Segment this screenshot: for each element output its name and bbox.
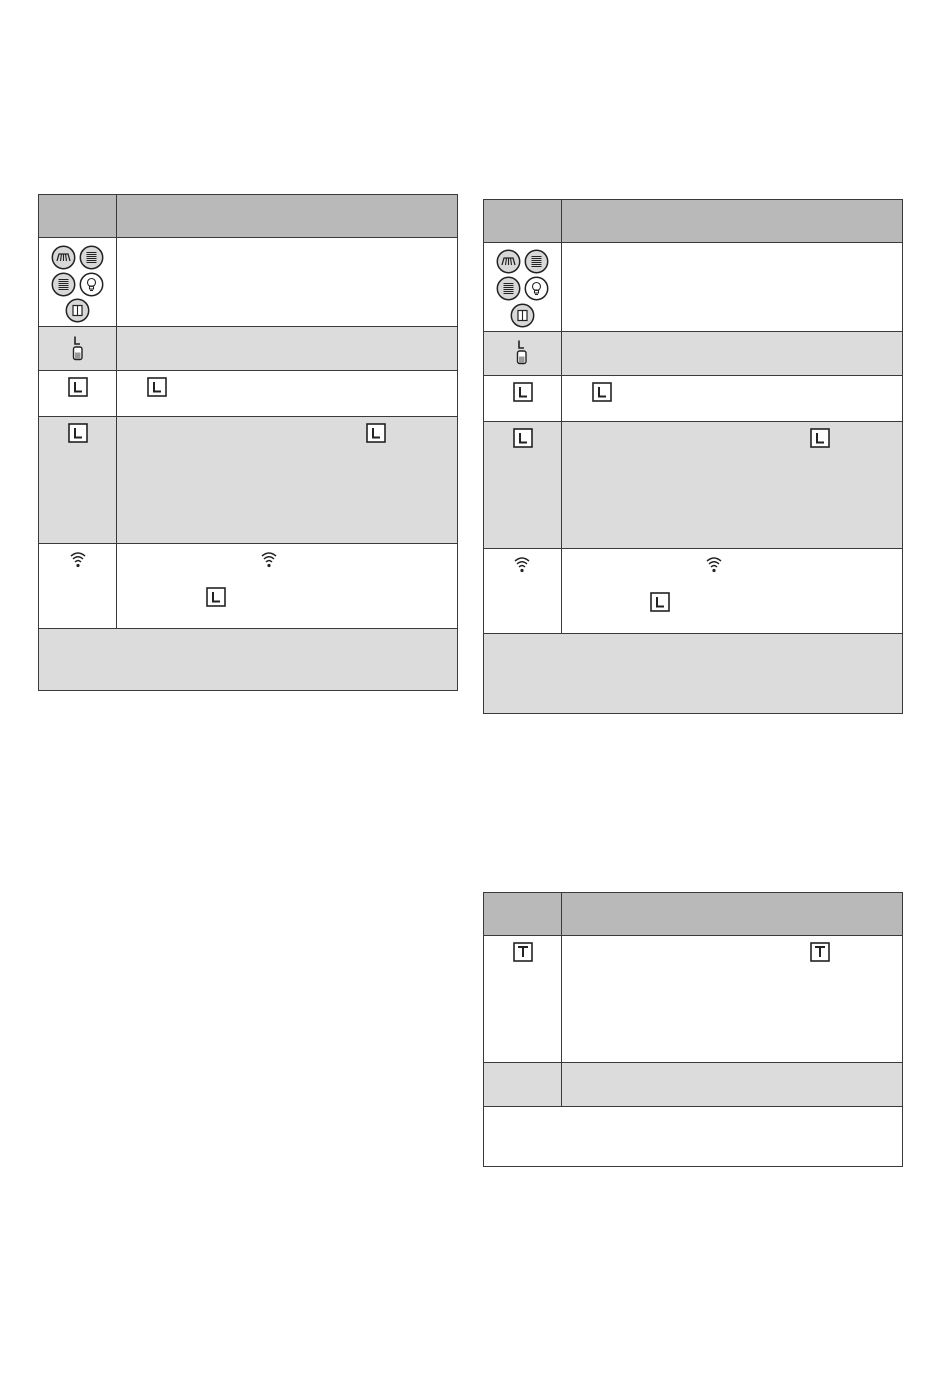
l-button-icon xyxy=(206,587,226,607)
light-bulb-icon xyxy=(524,276,549,301)
table-right-top xyxy=(483,199,903,714)
table-footer xyxy=(484,1106,902,1166)
window-icon xyxy=(65,298,90,323)
table-row xyxy=(484,421,902,548)
l-switch-icon xyxy=(516,339,528,365)
table-row xyxy=(39,416,457,543)
window-icon xyxy=(510,303,535,328)
l-button-icon xyxy=(68,423,88,443)
radio-signal-icon xyxy=(260,551,278,569)
t-button-icon xyxy=(810,942,830,962)
awning-icon xyxy=(51,245,76,270)
blind-icon xyxy=(496,276,521,301)
radio-signal-icon xyxy=(513,556,531,574)
light-bulb-icon xyxy=(79,272,104,297)
table-header xyxy=(39,195,457,237)
l-button-icon xyxy=(366,423,386,443)
l-button-icon xyxy=(513,428,533,448)
table-row xyxy=(484,242,902,331)
l-button-icon xyxy=(650,592,670,612)
table-row xyxy=(39,326,457,370)
table-right-bottom xyxy=(483,892,903,1167)
table-row xyxy=(484,548,902,633)
l-button-icon xyxy=(513,382,533,402)
blind-icon xyxy=(79,245,104,270)
table-row xyxy=(39,370,457,416)
table-row xyxy=(484,935,902,1062)
blind-icon xyxy=(524,249,549,274)
l-button-icon xyxy=(592,382,612,402)
radio-signal-icon xyxy=(705,556,723,574)
l-button-icon xyxy=(147,377,167,397)
table-header xyxy=(484,200,902,242)
table-row xyxy=(484,375,902,421)
table-row xyxy=(39,543,457,628)
table-row xyxy=(484,331,902,375)
awning-icon xyxy=(496,249,521,274)
l-button-icon xyxy=(68,377,88,397)
table-header xyxy=(484,893,902,935)
blind-icon xyxy=(51,272,76,297)
radio-signal-icon xyxy=(69,551,87,569)
table-row xyxy=(484,1062,902,1106)
table-row xyxy=(39,237,457,326)
table-footer xyxy=(484,633,902,713)
l-switch-icon xyxy=(72,335,84,361)
table-left xyxy=(38,194,458,691)
t-button-icon xyxy=(513,942,533,962)
l-button-icon xyxy=(810,428,830,448)
table-footer xyxy=(39,628,457,690)
